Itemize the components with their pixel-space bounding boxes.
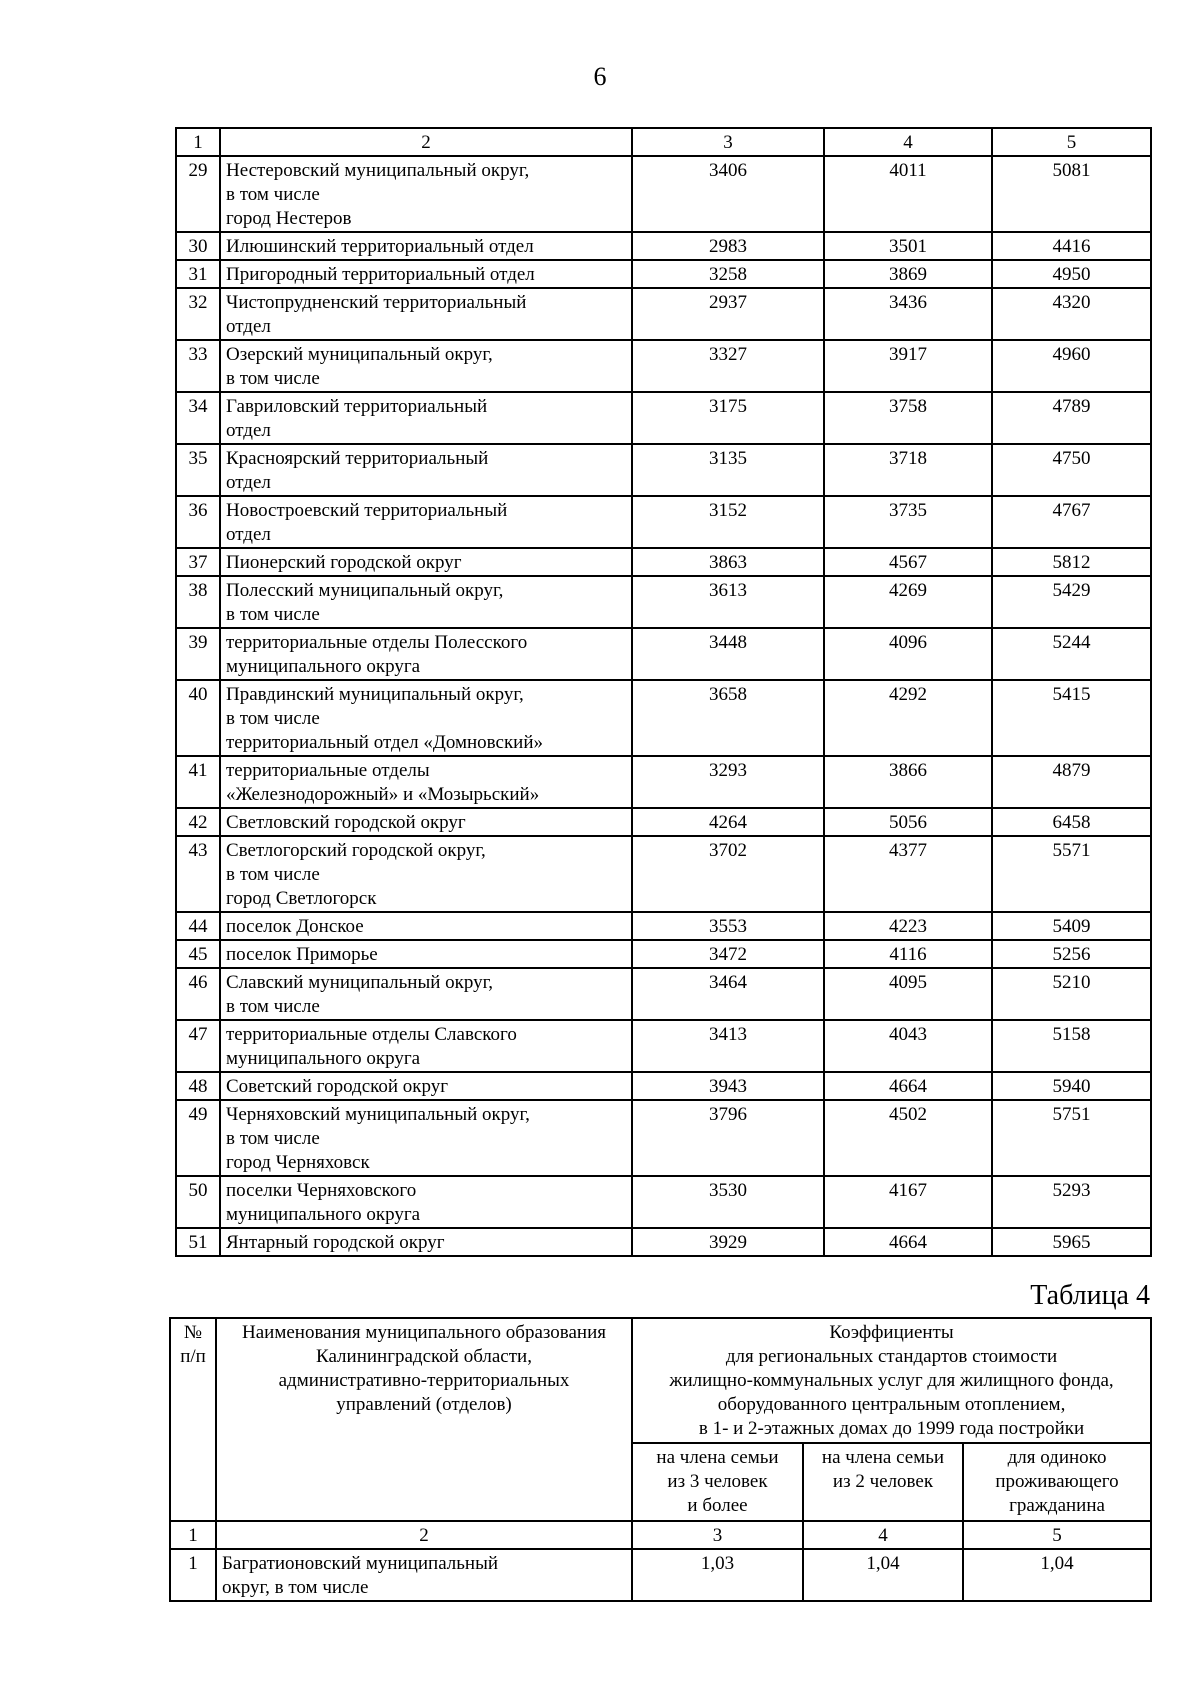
table-row — [176, 1228, 1151, 1256]
cost-single: 4750 — [992, 444, 1151, 496]
row-number: 46 — [176, 968, 220, 1020]
row-name-line: Гавриловский территориальный — [226, 396, 488, 417]
table-4-number-row — [170, 1521, 1151, 1549]
column-number: 2 — [216, 1521, 632, 1549]
table-row — [176, 392, 1151, 444]
cost-single: 5210 — [992, 968, 1151, 1020]
cost-single: 5429 — [992, 576, 1151, 628]
subheader-line: для одиноко — [1007, 1447, 1107, 1468]
column-number: 1 — [170, 1521, 216, 1549]
cost-single: 5081 — [992, 156, 1151, 232]
row-name-line: в том числе — [226, 1128, 320, 1149]
cost-family-2: 3436 — [824, 288, 992, 340]
header-name-cell — [216, 1318, 632, 1521]
table-4-caption: Таблица 4 — [1030, 1280, 1150, 1311]
table-row — [176, 260, 1151, 288]
cost-family-2: 3917 — [824, 340, 992, 392]
table-header-row — [176, 128, 1151, 156]
cost-family-3: 3448 — [632, 628, 824, 680]
cost-single: 5244 — [992, 628, 1151, 680]
coefficient-family-3: 1,03 — [632, 1549, 803, 1601]
table-row — [176, 912, 1151, 940]
row-name-line: в том числе — [226, 368, 320, 389]
row-name-line: Правдинский муниципальный округ, — [226, 684, 524, 705]
cost-single: 4789 — [992, 392, 1151, 444]
cost-family-2: 4223 — [824, 912, 992, 940]
table-row — [176, 1072, 1151, 1100]
row-name-line: в том числе — [226, 996, 320, 1017]
cost-family-3: 3258 — [632, 260, 824, 288]
table-row — [176, 1020, 1151, 1072]
row-name-line: в том числе — [226, 184, 320, 205]
cost-family-3: 4264 — [632, 808, 824, 836]
cost-family-3: 3152 — [632, 496, 824, 548]
row-number: 29 — [176, 156, 220, 232]
table-row — [176, 444, 1151, 496]
subheader-single-cell — [963, 1443, 1151, 1521]
row-name — [220, 392, 632, 444]
cost-family-2: 4502 — [824, 1100, 992, 1176]
header-name-line: Наименования муниципального образования — [242, 1322, 606, 1343]
column-number: 2 — [220, 128, 632, 156]
row-name-line: в том числе — [226, 864, 320, 885]
row-name — [220, 1020, 632, 1072]
table-row — [176, 836, 1151, 912]
row-name-line: отдел — [226, 420, 271, 441]
row-number: 1 — [170, 1549, 216, 1601]
table-row — [176, 1176, 1151, 1228]
cost-family-3: 3530 — [632, 1176, 824, 1228]
row-number: 44 — [176, 912, 220, 940]
cost-family-3: 3658 — [632, 680, 824, 756]
subheader-line: из 2 человек — [832, 1471, 934, 1492]
cost-family-3: 3613 — [632, 576, 824, 628]
row-name — [220, 260, 632, 288]
cost-family-3: 3929 — [632, 1228, 824, 1256]
table-row — [176, 968, 1151, 1020]
column-number: 1 — [176, 128, 220, 156]
cost-single: 4879 — [992, 756, 1151, 808]
row-name — [220, 340, 632, 392]
cost-family-2: 3758 — [824, 392, 992, 444]
cost-family-3: 2937 — [632, 288, 824, 340]
subheader-family-2-cell — [803, 1443, 963, 1521]
cost-family-3: 3175 — [632, 392, 824, 444]
cost-family-3: 2983 — [632, 232, 824, 260]
row-name-line: территориальный отдел «Домновский» — [226, 732, 544, 753]
coefficient-single: 1,04 — [963, 1549, 1151, 1601]
row-name — [220, 1228, 632, 1256]
table-row — [176, 156, 1151, 232]
cost-single: 5293 — [992, 1176, 1151, 1228]
row-number: 38 — [176, 576, 220, 628]
row-name — [220, 496, 632, 548]
row-name-line: муниципального округа — [226, 656, 421, 677]
cost-single: 4950 — [992, 260, 1151, 288]
row-name — [220, 836, 632, 912]
table-row — [176, 576, 1151, 628]
column-number: 4 — [803, 1521, 963, 1549]
table-row — [176, 628, 1151, 680]
row-name-line: Светловский городской округ — [226, 812, 466, 833]
table-row — [176, 940, 1151, 968]
cost-single: 5940 — [992, 1072, 1151, 1100]
row-name-line: в том числе — [226, 604, 320, 625]
row-name — [220, 1176, 632, 1228]
cost-family-2: 4167 — [824, 1176, 992, 1228]
row-name-line: Багратионовский муниципальный — [222, 1553, 499, 1574]
row-number: 33 — [176, 340, 220, 392]
page-number: 6 — [593, 62, 607, 91]
row-number: 48 — [176, 1072, 220, 1100]
cost-family-2: 4664 — [824, 1072, 992, 1100]
cost-family-3: 3135 — [632, 444, 824, 496]
cost-family-3: 3553 — [632, 912, 824, 940]
column-number: 3 — [632, 128, 824, 156]
row-name-line: округ, в том числе — [222, 1577, 369, 1598]
header-coefficients-line: оборудованного центральным отоплением, — [717, 1394, 1066, 1415]
table-row — [176, 1100, 1151, 1176]
cost-family-2: 4567 — [824, 548, 992, 576]
column-number: 5 — [992, 128, 1151, 156]
cost-single: 5812 — [992, 548, 1151, 576]
cost-single: 4416 — [992, 232, 1151, 260]
table-row — [176, 496, 1151, 548]
cost-family-2: 4664 — [824, 1228, 992, 1256]
cost-family-2: 3869 — [824, 260, 992, 288]
row-name — [220, 912, 632, 940]
row-name-line: Славский муниципальный округ, — [226, 972, 494, 993]
row-name-line: отдел — [226, 524, 271, 545]
row-name-line: Красноярский территориальный — [226, 448, 489, 469]
cost-family-2: 3501 — [824, 232, 992, 260]
cost-family-2: 4096 — [824, 628, 992, 680]
row-name — [220, 1100, 632, 1176]
cost-single: 4320 — [992, 288, 1151, 340]
row-name-line: Нестеровский муниципальный округ, — [226, 160, 530, 181]
row-name-line: поселок Приморье — [226, 944, 378, 965]
cost-family-2: 3718 — [824, 444, 992, 496]
row-name — [220, 1072, 632, 1100]
cost-single: 5256 — [992, 940, 1151, 968]
row-name-line: Новостроевский территориальный — [226, 500, 508, 521]
row-name-line: территориальные отделы Полесского — [226, 632, 528, 653]
header-coefficients-line: жилищно-коммунальных услуг для жилищного фонда, — [669, 1370, 1114, 1391]
row-name-line: в том числе — [226, 708, 320, 729]
header-name-line: управлений (отделов) — [336, 1394, 512, 1415]
row-number: 50 — [176, 1176, 220, 1228]
table-4-header-row — [170, 1318, 1151, 1443]
row-name — [220, 968, 632, 1020]
cost-family-3: 3293 — [632, 756, 824, 808]
cost-family-3: 3702 — [632, 836, 824, 912]
header-number-line: № — [183, 1322, 203, 1343]
cost-single: 4960 — [992, 340, 1151, 392]
row-number: 41 — [176, 756, 220, 808]
row-number: 36 — [176, 496, 220, 548]
subheader-line: на члена семьи — [821, 1447, 945, 1468]
coefficients-table — [169, 1317, 1152, 1602]
header-number-cell — [170, 1318, 216, 1521]
table-row — [176, 232, 1151, 260]
row-number: 51 — [176, 1228, 220, 1256]
row-number: 39 — [176, 628, 220, 680]
cost-single: 5158 — [992, 1020, 1151, 1072]
row-name-line: муниципального округа — [226, 1048, 421, 1069]
row-name-line: территориальные отделы Славского — [226, 1024, 517, 1045]
row-name-line: Черняховский муниципальный округ, — [226, 1104, 530, 1125]
row-number: 40 — [176, 680, 220, 756]
row-name-line: Илюшинский территориальный отдел — [226, 236, 534, 257]
cost-family-2: 3866 — [824, 756, 992, 808]
cost-family-2: 4095 — [824, 968, 992, 1020]
row-name — [220, 756, 632, 808]
cost-single: 5571 — [992, 836, 1151, 912]
row-name-line: поселок Донское — [226, 916, 364, 937]
row-name — [220, 808, 632, 836]
row-number: 31 — [176, 260, 220, 288]
cost-family-3: 3464 — [632, 968, 824, 1020]
row-name — [220, 576, 632, 628]
row-number: 32 — [176, 288, 220, 340]
row-name-line: город Черняховск — [226, 1152, 370, 1173]
table-row — [170, 1549, 1151, 1601]
row-number: 45 — [176, 940, 220, 968]
cost-single: 5751 — [992, 1100, 1151, 1176]
subheader-family-3-cell — [632, 1443, 803, 1521]
row-name-line: Пионерский городской округ — [226, 552, 462, 573]
cost-family-3: 3472 — [632, 940, 824, 968]
row-name-line: город Нестеров — [226, 208, 352, 229]
table-row — [176, 756, 1151, 808]
cost-family-3: 3413 — [632, 1020, 824, 1072]
coefficient-family-2: 1,04 — [803, 1549, 963, 1601]
subheader-line: гражданина — [1009, 1495, 1105, 1516]
cost-single: 5965 — [992, 1228, 1151, 1256]
row-name-line: Светлогорский городской округ, — [226, 840, 486, 861]
row-number: 47 — [176, 1020, 220, 1072]
column-number: 4 — [824, 128, 992, 156]
row-name-line: Советский городской округ — [226, 1076, 449, 1097]
cost-family-2: 4011 — [824, 156, 992, 232]
cost-family-2: 4377 — [824, 836, 992, 912]
cost-family-2: 5056 — [824, 808, 992, 836]
cost-single: 5409 — [992, 912, 1151, 940]
row-name-line: «Железнодорожный» и «Мозырьский» — [226, 784, 540, 805]
cost-single: 4767 — [992, 496, 1151, 548]
cost-family-2: 3735 — [824, 496, 992, 548]
row-number: 34 — [176, 392, 220, 444]
table-row — [176, 288, 1151, 340]
cost-family-2: 4043 — [824, 1020, 992, 1072]
row-number: 42 — [176, 808, 220, 836]
cost-family-3: 3863 — [632, 548, 824, 576]
row-name-line: Озерский муниципальный округ, — [226, 344, 493, 365]
row-name-line: Чистопрудненский территориальный — [226, 292, 527, 313]
row-name-line: Полесский муниципальный округ, — [226, 580, 504, 601]
row-name-line: территориальные отделы — [226, 760, 430, 781]
cost-family-2: 4116 — [824, 940, 992, 968]
row-number: 35 — [176, 444, 220, 496]
row-number: 43 — [176, 836, 220, 912]
cost-standards-table — [175, 127, 1152, 1257]
header-number-line: п/п — [180, 1346, 206, 1367]
table-row — [176, 680, 1151, 756]
column-number: 5 — [963, 1521, 1151, 1549]
row-name-line: муниципального округа — [226, 1204, 421, 1225]
row-number: 30 — [176, 232, 220, 260]
table-row — [176, 340, 1151, 392]
header-name-line: административно-территориальных — [278, 1370, 570, 1391]
cost-family-2: 4269 — [824, 576, 992, 628]
row-name-line: город Светлогорск — [226, 888, 377, 909]
row-number: 37 — [176, 548, 220, 576]
row-name — [220, 288, 632, 340]
subheader-line: проживающего — [995, 1471, 1119, 1492]
cost-single: 5415 — [992, 680, 1151, 756]
cost-family-3: 3796 — [632, 1100, 824, 1176]
row-number: 49 — [176, 1100, 220, 1176]
row-name — [220, 680, 632, 756]
row-name — [220, 444, 632, 496]
cost-family-3: 3406 — [632, 156, 824, 232]
header-coefficients-line: для региональных стандартов стоимости — [725, 1346, 1058, 1367]
cost-family-3: 3327 — [632, 340, 824, 392]
table-row — [176, 808, 1151, 836]
column-number: 3 — [632, 1521, 803, 1549]
table-row — [176, 548, 1151, 576]
row-name — [216, 1549, 632, 1601]
row-name — [220, 548, 632, 576]
row-name-line: Пригородный территориальный отдел — [226, 264, 535, 285]
header-coefficients-line: в 1- и 2-этажных домах до 1999 года постройки — [698, 1418, 1085, 1439]
subheader-line: и более — [687, 1495, 748, 1516]
row-name — [220, 628, 632, 680]
row-name — [220, 232, 632, 260]
row-name-line: поселки Черняховского — [226, 1180, 417, 1201]
cost-family-3: 3943 — [632, 1072, 824, 1100]
subheader-line: из 3 человек — [667, 1471, 768, 1492]
cost-single: 6458 — [992, 808, 1151, 836]
cost-family-2: 4292 — [824, 680, 992, 756]
header-coefficients-cell — [632, 1318, 1151, 1443]
row-name-line: Янтарный городской округ — [226, 1232, 445, 1253]
subheader-line: на члена семьи — [656, 1447, 779, 1468]
row-name-line: отдел — [226, 316, 271, 337]
row-name — [220, 156, 632, 232]
header-coefficients-line: Коэффициенты — [829, 1322, 954, 1343]
header-name-line: Калининградской области, — [316, 1346, 532, 1367]
row-name-line: отдел — [226, 472, 271, 493]
row-name — [220, 940, 632, 968]
